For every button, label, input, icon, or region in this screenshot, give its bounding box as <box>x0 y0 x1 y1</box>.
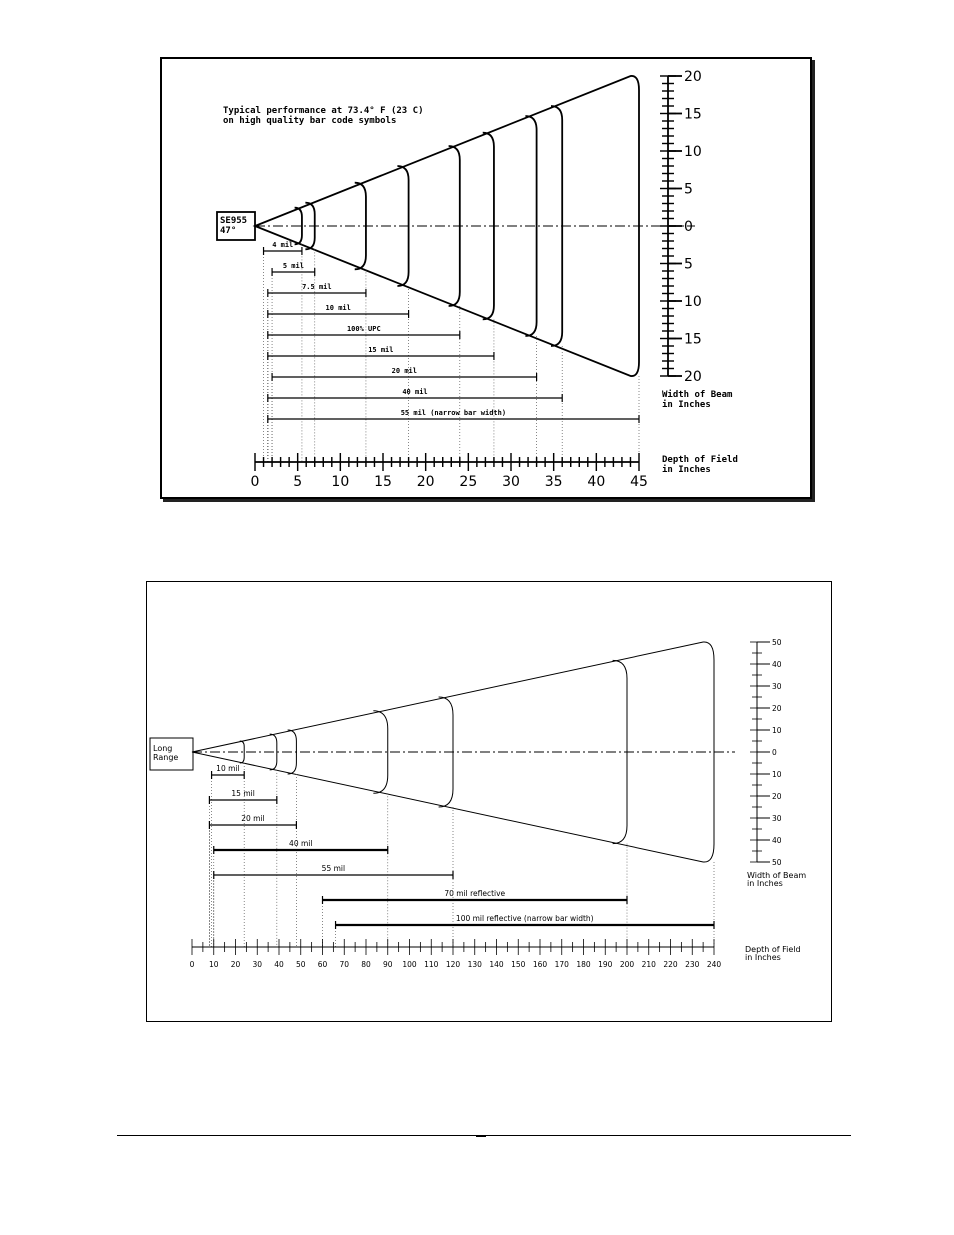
undefined-x-axis-title: in Inches <box>662 465 711 475</box>
undefined-x-tick-label: 240 <box>706 960 722 969</box>
undefined-range-label: 7.5 mil <box>302 283 332 291</box>
undefined-x-tick-label: 30 <box>502 474 520 490</box>
undefined-x-tick-label: 100 <box>402 960 417 969</box>
undefined-y-tick-label: 20 <box>684 69 702 85</box>
undefined-x-tick-label: 160 <box>532 960 548 969</box>
undefined-x-axis-title: Depth of Field <box>662 455 738 465</box>
undefined-x-tick-label: 20 <box>230 960 241 969</box>
undefined-y-tick-label: 20 <box>684 369 702 385</box>
undefined-x-tick-label: 210 <box>641 960 656 969</box>
undefined-y-tick-label: 10 <box>772 726 782 735</box>
undefined-y-tick-label: 0 <box>772 748 777 757</box>
undefined-x-tick-label: 80 <box>361 960 371 969</box>
undefined-range-label: 15 mil <box>368 346 394 354</box>
undefined-x-tick-label: 110 <box>424 960 439 969</box>
undefined-x-tick-label: 120 <box>445 960 461 969</box>
undefined-y-tick-label: 50 <box>772 638 782 647</box>
undefined-x-tick-label: 130 <box>467 960 482 969</box>
undefined-y-tick-label: 10 <box>684 144 702 160</box>
undefined-y-tick-label: 40 <box>772 836 782 845</box>
undefined-x-tick-label: 150 <box>511 960 526 969</box>
undefined-range-label: 5 mil <box>282 262 304 270</box>
undefined-y-tick-label: 30 <box>772 814 782 823</box>
chart-se955 <box>160 57 812 499</box>
undefined-range-label: 100 mil reflective (narrow bar width) <box>455 914 594 923</box>
undefined-x-tick-label: 20 <box>416 474 435 490</box>
undefined-y-tick-label: 20 <box>772 704 782 713</box>
undefined-subtitle: on high quality bar code symbols <box>223 116 397 126</box>
undefined-x-tick-label: 60 <box>317 960 328 969</box>
undefined-x-tick-label: 170 <box>554 960 569 969</box>
undefined-y-tick-label: 10 <box>684 294 702 310</box>
undefined-y-tick-label: 15 <box>684 331 702 348</box>
undefined-y-axis-title: in Inches <box>662 400 711 410</box>
undefined-x-tick-label: 45 <box>630 474 648 490</box>
undefined-x-tick-label: 40 <box>274 960 284 969</box>
undefined-y-tick-label: 30 <box>772 682 782 691</box>
undefined-scanner-label: Range <box>153 753 179 762</box>
undefined-x-tick-label: 0 <box>189 960 195 969</box>
chart-long-range <box>146 581 832 1022</box>
undefined-range-label: 20 mil <box>391 367 417 375</box>
undefined-range-label: 70 mil reflective <box>444 889 506 898</box>
undefined-y-tick-label: 50 <box>772 858 782 867</box>
undefined-scanner-label: Long <box>153 744 173 753</box>
undefined-range-label: 20 mil <box>241 814 265 823</box>
undefined-title: Typical performance at 73.4° F (23 C) <box>223 106 424 116</box>
undefined-range-label: 40 mil <box>402 388 428 396</box>
undefined-y-axis-title: in Inches <box>747 879 783 888</box>
undefined-y-tick-label: 20 <box>772 792 782 801</box>
undefined-range-label: 4 mil <box>272 241 294 249</box>
undefined-x-tick-label: 70 <box>339 960 350 969</box>
undefined-range-label: 15 mil <box>231 789 255 798</box>
undefined-x-tick-label: 200 <box>619 960 635 969</box>
undefined-scanner-label: 47° <box>220 226 237 236</box>
undefined-x-tick-label: 50 <box>295 960 306 969</box>
undefined-x-tick-label: 10 <box>331 474 350 490</box>
undefined-x-tick-label: 5 <box>293 474 303 490</box>
undefined-y-axis-title: Width of Beam <box>662 390 733 400</box>
undefined-x-tick-label: 40 <box>587 474 606 490</box>
undefined-range-label: 100% UPC <box>346 325 381 333</box>
undefined-range-label: 10 mil <box>325 304 351 312</box>
undefined-x-axis-title: Depth of Field <box>745 945 801 954</box>
undefined-x-tick-label: 230 <box>685 960 700 969</box>
undefined-y-tick-label: 5 <box>684 256 693 273</box>
undefined-y-tick-label: 40 <box>772 660 782 669</box>
undefined-y-tick-label: 0 <box>684 219 693 235</box>
footer-page-mark <box>476 1135 486 1137</box>
undefined-x-tick-label: 35 <box>544 474 563 490</box>
chart-long-range-svg <box>147 582 831 1021</box>
undefined-x-tick-label: 220 <box>663 960 678 969</box>
undefined-x-tick-label: 180 <box>576 960 591 969</box>
undefined-x-tick-label: 90 <box>382 960 393 969</box>
undefined-x-axis-title: in Inches <box>745 953 781 962</box>
undefined-x-tick-label: 25 <box>459 474 478 490</box>
undefined-x-tick-label: 140 <box>489 960 504 969</box>
undefined-x-tick-label: 190 <box>598 960 613 969</box>
undefined-x-tick-label: 15 <box>374 474 392 490</box>
undefined-scanner-label: SE955 <box>220 216 248 226</box>
undefined-range-label: 10 mil <box>216 764 240 773</box>
undefined-y-tick-label: 10 <box>772 770 782 779</box>
chart-se955-svg <box>162 59 810 497</box>
undefined-range-label: 55 mil (narrow bar width) <box>400 409 507 417</box>
undefined-x-tick-label: 0 <box>250 474 260 490</box>
undefined-range-label: 55 mil <box>321 864 346 873</box>
undefined-x-tick-label: 30 <box>252 960 263 969</box>
undefined-y-tick-label: 5 <box>684 181 693 198</box>
undefined-range-label: 40 mil <box>289 839 313 848</box>
undefined-y-tick-label: 15 <box>684 106 702 123</box>
undefined-y-axis-title: Width of Beam <box>747 871 807 880</box>
undefined-x-tick-label: 10 <box>208 960 219 969</box>
